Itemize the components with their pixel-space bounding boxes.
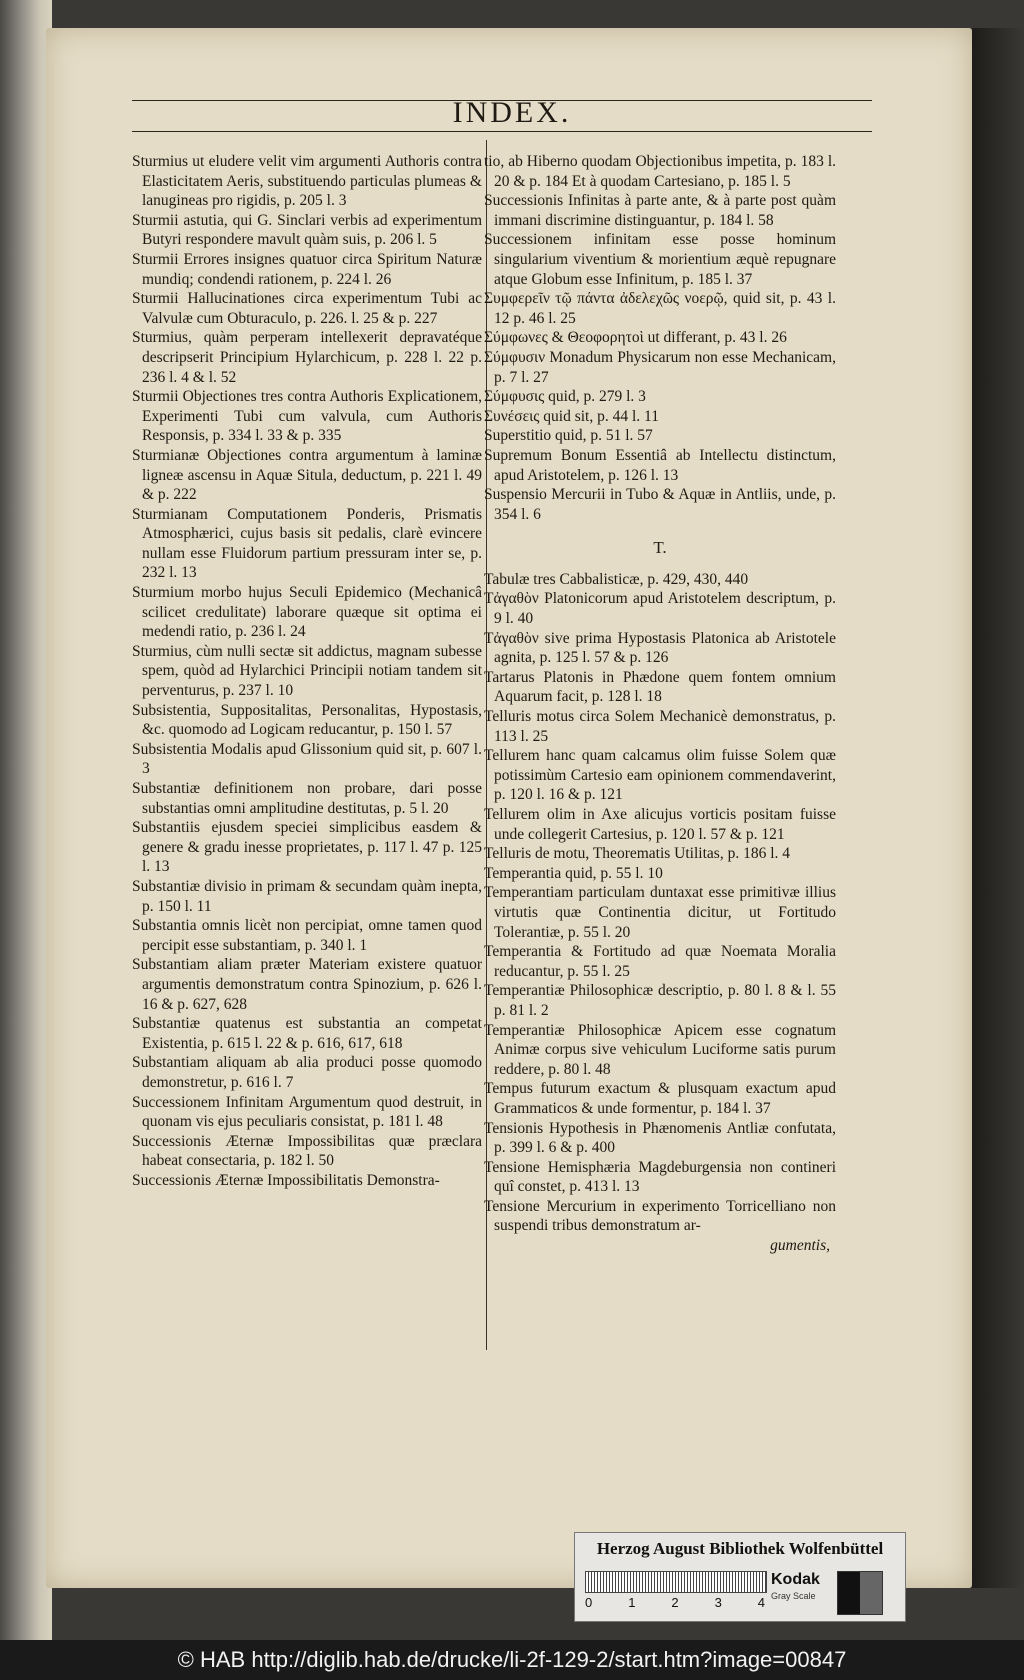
index-entry: Subsistentia, Suppositalitas, Personalitas, Hypostasis, &c. quomodo ad Logicam reducantur, p. 150 l. 57 (132, 701, 482, 739)
index-entry: Sturmius, cùm nulli sectæ sit addictus, magnam subesse spem, quòd ad Hylarchici Principii notiam tandem sit perventurus, p. 237 l. 10 (132, 642, 482, 700)
index-entry: Temperantiæ Philosophicæ descriptio, p. 80 l. 8 & l. 55 p. 81 l. 2 (484, 982, 836, 1019)
index-entry: Temperantia quid, p. 55 l. 10 (484, 864, 663, 882)
header-rule-top (132, 100, 872, 101)
index-entry: Successionis Æternæ Impossibilitatis Demonstra- (132, 1171, 440, 1189)
index-entry: Substantiæ definitionem non probare, dari posse substantias omni amplitudine destitutas, p. 5 l. 20 (132, 780, 482, 817)
index-entry: Temperantiæ Philosophicæ Apicem esse cognatum Animæ corpus sive vehiculum Luciforme satis purum reddere, p. 80 l. 48 (484, 1021, 836, 1078)
ruler-number: 4 (757, 1595, 765, 1610)
left-column (132, 152, 482, 1190)
index-entry: Tellurem olim in Axe alicujus vorticis positam fuisse unde collegerit Cartesius, p. 120 l. 57 & p. 121 (484, 806, 836, 843)
ruler-number: 3 (714, 1595, 722, 1610)
ruler-number: 2 (671, 1595, 679, 1610)
index-entry: Substantiæ divisio in primam & secundam quàm inepta, p. 150 l. 11 (132, 877, 482, 915)
index-entry: Sturmianæ Objectiones contra argumentum à laminæ ligneæ ascensu in Aquæ Situla, deductum, p. 221 l. 49 & p. 222 (132, 446, 482, 504)
index-entry: Successionem Infinitam Argumentum quod destruit, in quonam vis ejus peculiaris consistat, p. 181 l. 48 (132, 1093, 482, 1131)
index-entry: Tensionis Hypothesis in Phænomenis Antliæ confutata, p. 399 l. 6 & p. 400 (484, 1119, 836, 1157)
index-entry: Sturmianam Computationem Ponderis, Prismatis Atmosphærici, cujus basis sit pedalis, clarè evincere nullam esse Fluidorum partium pressuram inter se, p. 232 l. 13 (132, 505, 482, 582)
index-entry: Successionem infinitam esse posse hominum singularium viventium & morientium æquè repugnare atque Globum esse Infinitum, p. 185 l. 37 (484, 231, 836, 288)
index-entry: Tensione Hemisphæria Magdeburgensia non contineri quî constet, p. 413 l. 13 (484, 1158, 836, 1196)
index-entry: Tempus futurum exactum & plusquam exactum apud Grammaticos & unde formentur, p. 184 l. 37 (484, 1080, 836, 1117)
index-entry: Subsistentia Modalis apud Glissonium quid sit, p. 607 l. 3 (132, 740, 482, 778)
index-entry: Tellurem hanc quam calcamus olim fuisse Solem quæ potissimùm Cartesio eam opinionem commendaverint, p. 120 l. 16 & p. 121 (484, 747, 836, 804)
index-entry: Substantiam aliquam ab alia produci posse quomodo demonstretur, p. 616 l. 7 (132, 1054, 482, 1091)
index-entry: Substantia omnis licèt non percipiat, omne tamen quod percipit esse substantiam, p. 340 l. 1 (132, 917, 482, 954)
index-entry: Tartarus Platonis in Phædone quem fontem omnium Aquarum facit, p. 128 l. 18 (484, 668, 836, 706)
index-entry: Substantiæ quatenus est substantia an competat Existentia, p. 615 l. 22 & p. 616, 617, 618 (132, 1015, 482, 1052)
index-entry: Sturmii astutia, qui G. Sinclari verbis ad experimentum Butyri respondere mavult quàm suis, p. 206 l. 5 (132, 211, 482, 249)
index-entry: Substantiis ejusdem speciei simplicibus easdem & genere & gradu inesse proprietates, p. 117 l. 47 p. 125 l. 13 (132, 819, 482, 876)
index-entry: Telluris motus circa Solem Mechanicè demonstratus, p. 113 l. 25 (484, 708, 836, 745)
ruler-number: 1 (628, 1595, 636, 1610)
index-entry: Tensione Mercurium in experimento Torricelliano non suspendi tribus demonstratum ar- (484, 1197, 836, 1235)
page-title: INDEX. (452, 96, 572, 129)
index-entry: Σύμφωνες & Θεοφορητοὶ ut differant, p. 43 l. 26 (484, 329, 787, 347)
index-entry: Τἀγαθὸν sive prima Hypostasis Platonica ab Aristotele agnita, p. 125 l. 57 & p. 126 (484, 629, 836, 667)
index-entry: Sturmii Objectiones tres contra Authoris Explicationem, Experimenti Tubi cum valvula, cum Authoris Responsis, p. 334 l. 33 & p. 335 (132, 388, 482, 445)
page-shadow (972, 28, 1024, 1588)
color-calibration-card (574, 1532, 906, 1622)
ruler-numbers (585, 1595, 765, 1610)
index-entry: Sturmius ut eludere velit vim argumenti Authoris contra Elasticitatem Aeris, substituendo particulas plumeas & lanugineas pro rigidis, p. 205 l. 3 (132, 153, 482, 210)
index-entry: Successionis Infinitas à parte ante, & à parte post quàm immani discrimine distinguantur, p. 184 l. 58 (484, 192, 836, 229)
catchword: gumentis, (770, 1237, 830, 1255)
index-entry: Sturmium morbo hujus Seculi Epidemico (Mechanicâ scilicet credulitate) laborare quæque sit optima ei medendi ratio, p. 236 l. 24 (132, 584, 482, 641)
index-entry: Σύμφυσις quid, p. 279 l. 3 (484, 388, 646, 406)
index-entry: Supremum Bonum Essentiâ ab Intellectu distinctum, apud Aristotelem, p. 126 l. 13 (484, 446, 836, 484)
index-entry: Substantiam aliam præter Materiam existere quatuor argumentis demonstratum contra Spinozium, p. 626 l. 16 & p. 627, 628 (132, 956, 482, 1013)
index-entry: Σύμφυσιν Monadum Physicarum non esse Mechanicam, p. 7 l. 27 (484, 348, 836, 386)
index-entry: tio, ab Hiberno quodam Objectionibus impetita, p. 183 l. 20 & p. 184 Et à quodam Cartesiano, p. 185 l. 5 (484, 153, 836, 190)
index-entry: Sturmii Hallucinationes circa experimentum Tubi ac Valvulæ cum Obturaculo, p. 226. l. 25 & p. 227 (132, 290, 482, 327)
index-entry: Sturmii Errores insignes quatuor circa Spiritum Naturæ mundiq; condendi rationem, p. 224 l. 26 (132, 250, 482, 288)
kodak-brand: Kodak (771, 1571, 820, 1588)
index-entry: Συνέσεις quid sit, p. 44 l. 11 (484, 407, 659, 425)
ruler-number: 0 (585, 1595, 593, 1610)
gray-swatch (837, 1571, 883, 1615)
right-column (484, 152, 836, 1256)
index-entry: Superstitio quid, p. 51 l. 57 (484, 427, 653, 445)
index-entry: Sturmius, quàm perperam intellexerit depravatéque descripserit Principium Hylarchicum, p. 228 l. 22 p. 236 l. 4 & l. 52 (132, 329, 482, 386)
index-entry: Temperantiam particulam duntaxat esse primitivæ illius virtutis quæ Continentia dicitur, ut Fortitudo Tolerantiæ, p. 55 l. 20 (484, 884, 836, 941)
header-rule-bottom (132, 131, 872, 132)
copyright-footer: © HAB http://diglib.hab.de/drucke/li-2f-129-2/start.htm?image=00847 (0, 1640, 1024, 1680)
index-entry: Successionis Æternæ Impossibilitas quæ præclara habeat consectaria, p. 182 l. 50 (132, 1132, 482, 1170)
index-entry: Τἀγαθὸν Platonicorum apud Aristotelem descriptum, p. 9 l. 40 (484, 590, 836, 628)
index-entry: Telluris de motu, Theorematis Utilitas, p. 186 l. 4 (484, 845, 791, 863)
library-name: Herzog August Bibliothek Wolfenbüttel (596, 1539, 884, 1558)
index-entry: Tabulæ tres Cabbalisticæ, p. 429, 430, 440 (484, 570, 749, 588)
ruler-scale (585, 1571, 767, 1593)
index-entry: Συμφερεῖν τῷ πάντα ἀδελεχῶς νοερῷ, quid sit, p. 43 l. 12 p. 46 l. 25 (484, 290, 836, 327)
book-spine-edge (0, 0, 52, 1640)
section-letter: T. (653, 538, 667, 558)
index-entry: Suspensio Mercurii in Tubo & Aquæ in Antliis, unde, p. 354 l. 6 (484, 486, 836, 523)
index-entry: Temperantia & Fortitudo ad quæ Noemata Moralia reducantur, p. 55 l. 25 (484, 943, 836, 980)
gray-scale-label: Gray Scale (771, 1591, 816, 1601)
